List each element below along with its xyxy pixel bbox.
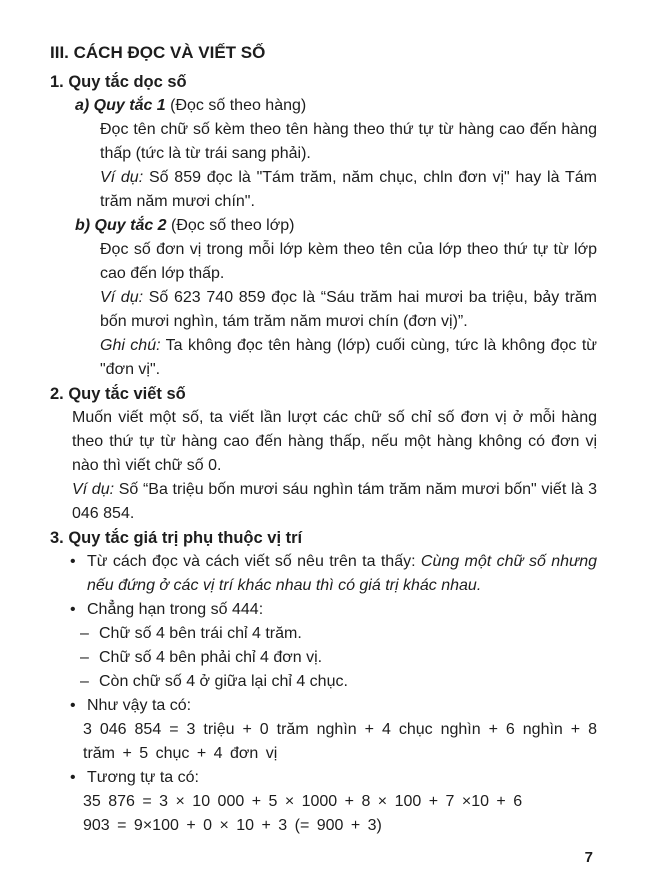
formula-expansion-903: 903 = 9×100 + 0 × 10 + 3 (= 900 + 3)	[83, 817, 382, 834]
dash-text: Chữ số 4 bên trái chỉ 4 trăm.	[99, 625, 302, 642]
dash-icon: –	[80, 673, 89, 690]
section-writing-rules	[50, 382, 597, 526]
note-label: Ghi chú:	[100, 337, 161, 354]
rule-a-heading	[75, 94, 597, 118]
rule-b-example	[100, 286, 597, 334]
section-2-title: 2. Quy tắc viết số	[50, 385, 186, 403]
dash-item-right-digit	[80, 646, 597, 670]
bullet-text: Chẳng hạn trong số 444:	[87, 601, 264, 618]
section-2-body: Muốn viết một số, ta viết lần lượt các chữ số chỉ số đơn vị ở mỗi hàng theo thứ tự từ hàng cao đến hàng thấp, nếu một hàng không có đơn vị nào thì viết chữ số 0.	[72, 409, 597, 474]
rule-a-label: a) Quy tắc 1	[75, 97, 166, 114]
section-position-value	[50, 526, 597, 838]
dash-icon: –	[80, 625, 89, 642]
example-text: Số “Ba triệu bốn mươi sáu nghìn tám trăm năm mươi bốn" viết là 3 046 854.	[72, 481, 597, 522]
formula-expansion-35876: 35 876 = 3 × 10 000 + 5 × 1000 + 8 × 100 + 7 ×10 + 6	[83, 793, 523, 810]
rule-a-body: Đọc tên chữ số kèm theo tên hàng theo thứ tự từ hàng cao đến hàng thấp (tức là từ trái sang phải).	[100, 121, 597, 162]
dash-text: Chữ số 4 bên phải chỉ 4 đơn vị.	[99, 649, 323, 666]
dash-text: Còn chữ số 4 ở giữa lại chỉ 4 chục.	[99, 673, 348, 690]
bullet-icon: •	[70, 601, 76, 618]
example-text: Số 623 740 859 đọc là “Sáu trăm hai mươi ba triệu, bảy trăm bốn mươi nghìn, tám trăm năm mươi chín (đơn vị)”.	[100, 289, 597, 330]
bullet-text: Như vậy ta có:	[87, 697, 192, 714]
bullet-item-similarly	[70, 766, 597, 790]
dash-icon: –	[80, 649, 89, 666]
page-number: 7	[584, 849, 593, 866]
dash-item-middle-digit	[80, 670, 597, 694]
rule-b-paren: (Đọc số theo lớp)	[166, 217, 295, 234]
bullet-text-italic: Cùng một chữ số nhưng nếu đứng ở các vị trí khác nhau thì có giá trị khác nhau.	[87, 553, 597, 594]
bullet-item-thus	[70, 694, 597, 718]
bullet-icon: •	[70, 769, 76, 786]
example-label: Ví dụ:	[100, 289, 144, 306]
rule-b-heading	[75, 214, 597, 238]
bullet-text-plain: Từ cách đọc và cách viết số nêu trên ta thấy:	[87, 553, 416, 570]
section-reading-rules	[50, 70, 597, 382]
formula-expansion-3046854: 3 046 854 = 3 triệu + 0 trăm nghìn + 4 chục nghìn + 6 nghìn + 8 trăm + 5 chục + 4 đơn vị	[83, 721, 597, 762]
section-3-title: 3. Quy tắc giá trị phụ thuộc vị trí	[50, 529, 303, 547]
section-1-title: 1. Quy tắc dọc số	[50, 73, 187, 91]
bullet-icon: •	[70, 697, 76, 714]
rule-b-body: Đọc số đơn vị trong mỗi lớp kèm theo tên của lớp theo thứ tự từ lớp cao đến lớp thấp.	[100, 241, 597, 282]
example-text: Số 859 đọc là "Tám trăm, năm chục, chln đơn vị" hay là Tám trăm năm mươi chín".	[100, 169, 598, 210]
bullet-item-observation	[70, 550, 597, 598]
note-text: Ta không đọc tên hàng (lớp) cuối cùng, tức là không đọc từ "đơn vị".	[100, 337, 598, 378]
dash-item-left-digit	[80, 622, 597, 646]
bullet-text: Tương tự ta có:	[87, 769, 199, 786]
rule-note	[100, 334, 597, 382]
rule-b-label: b) Quy tắc 2	[75, 217, 167, 234]
section-2-example	[72, 478, 597, 526]
bullet-text	[87, 550, 597, 598]
rule-a-paren: (Đọc số theo hàng)	[165, 97, 307, 114]
example-label: Ví dụ:	[100, 169, 144, 186]
rule-a-example	[100, 166, 597, 214]
bullet-item-example-444	[70, 598, 597, 622]
bullet-icon: •	[70, 553, 76, 570]
example-label: Ví dụ:	[72, 481, 115, 498]
page-title: III. CÁCH ĐỌC VÀ VIẾT SỐ	[50, 43, 266, 62]
